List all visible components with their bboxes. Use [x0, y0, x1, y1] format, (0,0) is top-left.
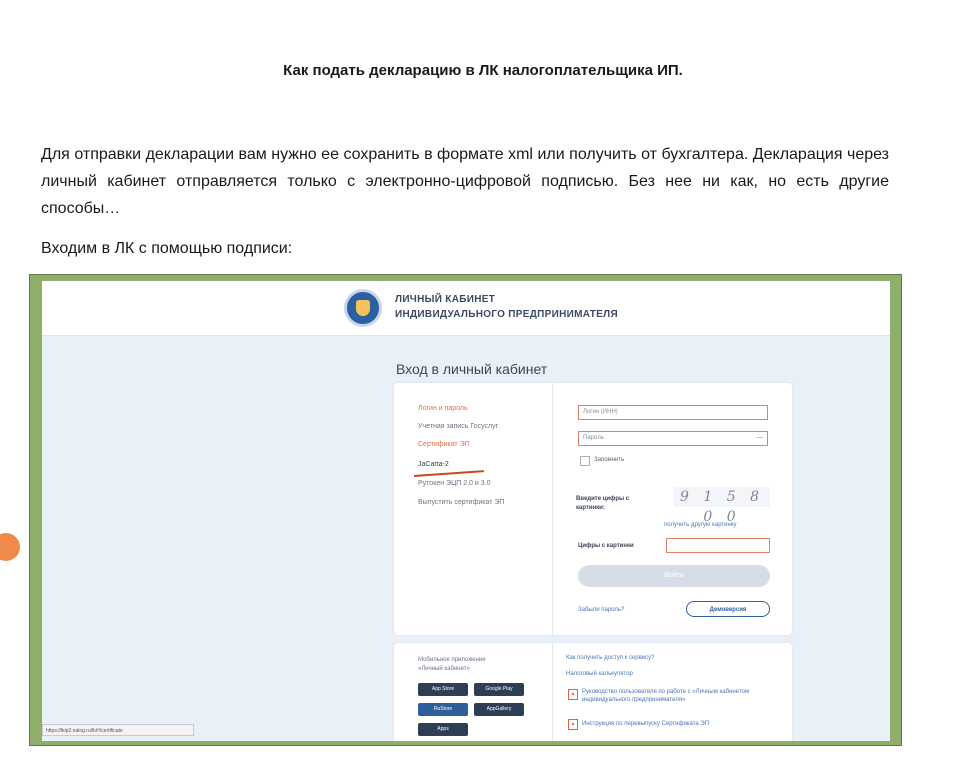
fns-emblem-icon [344, 289, 382, 327]
embedded-screenshot [29, 274, 902, 746]
app-store-badge[interactable]: App Store [418, 683, 468, 696]
demo-button[interactable]: Демоверсия [686, 601, 770, 617]
menu-issue-certificate[interactable]: Выпустить сертификат ЭП [418, 499, 505, 506]
appgallery-badge[interactable]: AppGallery [474, 703, 524, 716]
login-instruction: Входим в ЛК с помощью подписи: [41, 240, 293, 257]
menu-rutoken[interactable]: Рутокен ЭЦП 2.0 и 3.0 [418, 480, 491, 487]
forgot-password-link[interactable]: Забыли пароль? [578, 607, 625, 613]
tax-calculator-link[interactable]: Налоговый калькулятор [566, 671, 633, 677]
password-placeholder: Пароль [583, 435, 604, 441]
chevron-down-icon: — [756, 434, 763, 441]
login-heading: Вход в личный кабинет [396, 361, 548, 377]
menu-gosuslugi[interactable]: Учетная запись Госуслуг [418, 423, 499, 430]
login-field[interactable]: Логин (ИНН) [578, 405, 768, 420]
password-field[interactable] [578, 431, 768, 446]
refresh-captcha-link[interactable]: получить другую картинку [664, 522, 737, 528]
card-divider [552, 383, 553, 635]
handdrawn-underline [414, 470, 484, 477]
login-card [394, 383, 792, 635]
apps-badge[interactable]: Apps [418, 723, 468, 736]
user-guide-link[interactable]: Руководство пользователя по работе с «Личным кабинетом индивидуального предпринимателя» [582, 689, 749, 703]
menu-login-password[interactable]: Логин и пароль [418, 405, 468, 412]
header-subtitle: ИНДИВИДУАЛЬНОГО ПРЕДПРИНИМАТЕЛЯ [395, 309, 618, 320]
menu-certificate[interactable]: Сертификат ЭП [418, 441, 470, 448]
mobile-app-title: Мобильное приложение «Личный кабинет» [418, 657, 486, 672]
margin-comment-marker[interactable] [0, 533, 20, 561]
rustore-badge[interactable]: RuStore [418, 703, 468, 716]
captcha-image: 9 1 5 8 0 0 [674, 487, 770, 507]
digits-label: Цифры с картинки [578, 543, 634, 549]
info-card [394, 643, 792, 741]
help-access-link[interactable]: Как получить доступ к сервису? [566, 655, 655, 661]
portal-page [42, 281, 890, 741]
google-play-badge[interactable]: Google Play [474, 683, 524, 696]
pdf-icon: ▲ [568, 719, 578, 730]
intro-paragraph: Для отправки декларации вам нужно ее сохранить в формате xml или получить от бухгалтера. Декларация через личный кабинет отправляется только с электронно-цифровой подписью. Без нее ни как, но есть другие способы… [41, 146, 889, 217]
menu-jacarta[interactable]: JaCarta-2 [418, 461, 449, 468]
captcha-label: Введите цифры с картинки: [576, 496, 630, 511]
document-title: Как подать декларацию в ЛК налогоплательщика ИП. [283, 62, 683, 79]
status-url-bar: https://lkip2.nalog.ru/lk#!/certificate [42, 724, 194, 736]
remember-checkbox[interactable] [580, 456, 590, 466]
header-title: ЛИЧНЫЙ КАБИНЕТ [395, 294, 496, 305]
portal-header [42, 281, 890, 336]
login-button[interactable]: Войти [578, 565, 770, 587]
captcha-input[interactable] [666, 538, 770, 553]
remember-label: Запомнить [594, 457, 625, 463]
certificate-instruction-link[interactable]: Инструкция по перевыпуску Сертификата ЭП [582, 721, 710, 727]
info-card-divider [552, 643, 553, 741]
pdf-icon: ▲ [568, 689, 578, 700]
